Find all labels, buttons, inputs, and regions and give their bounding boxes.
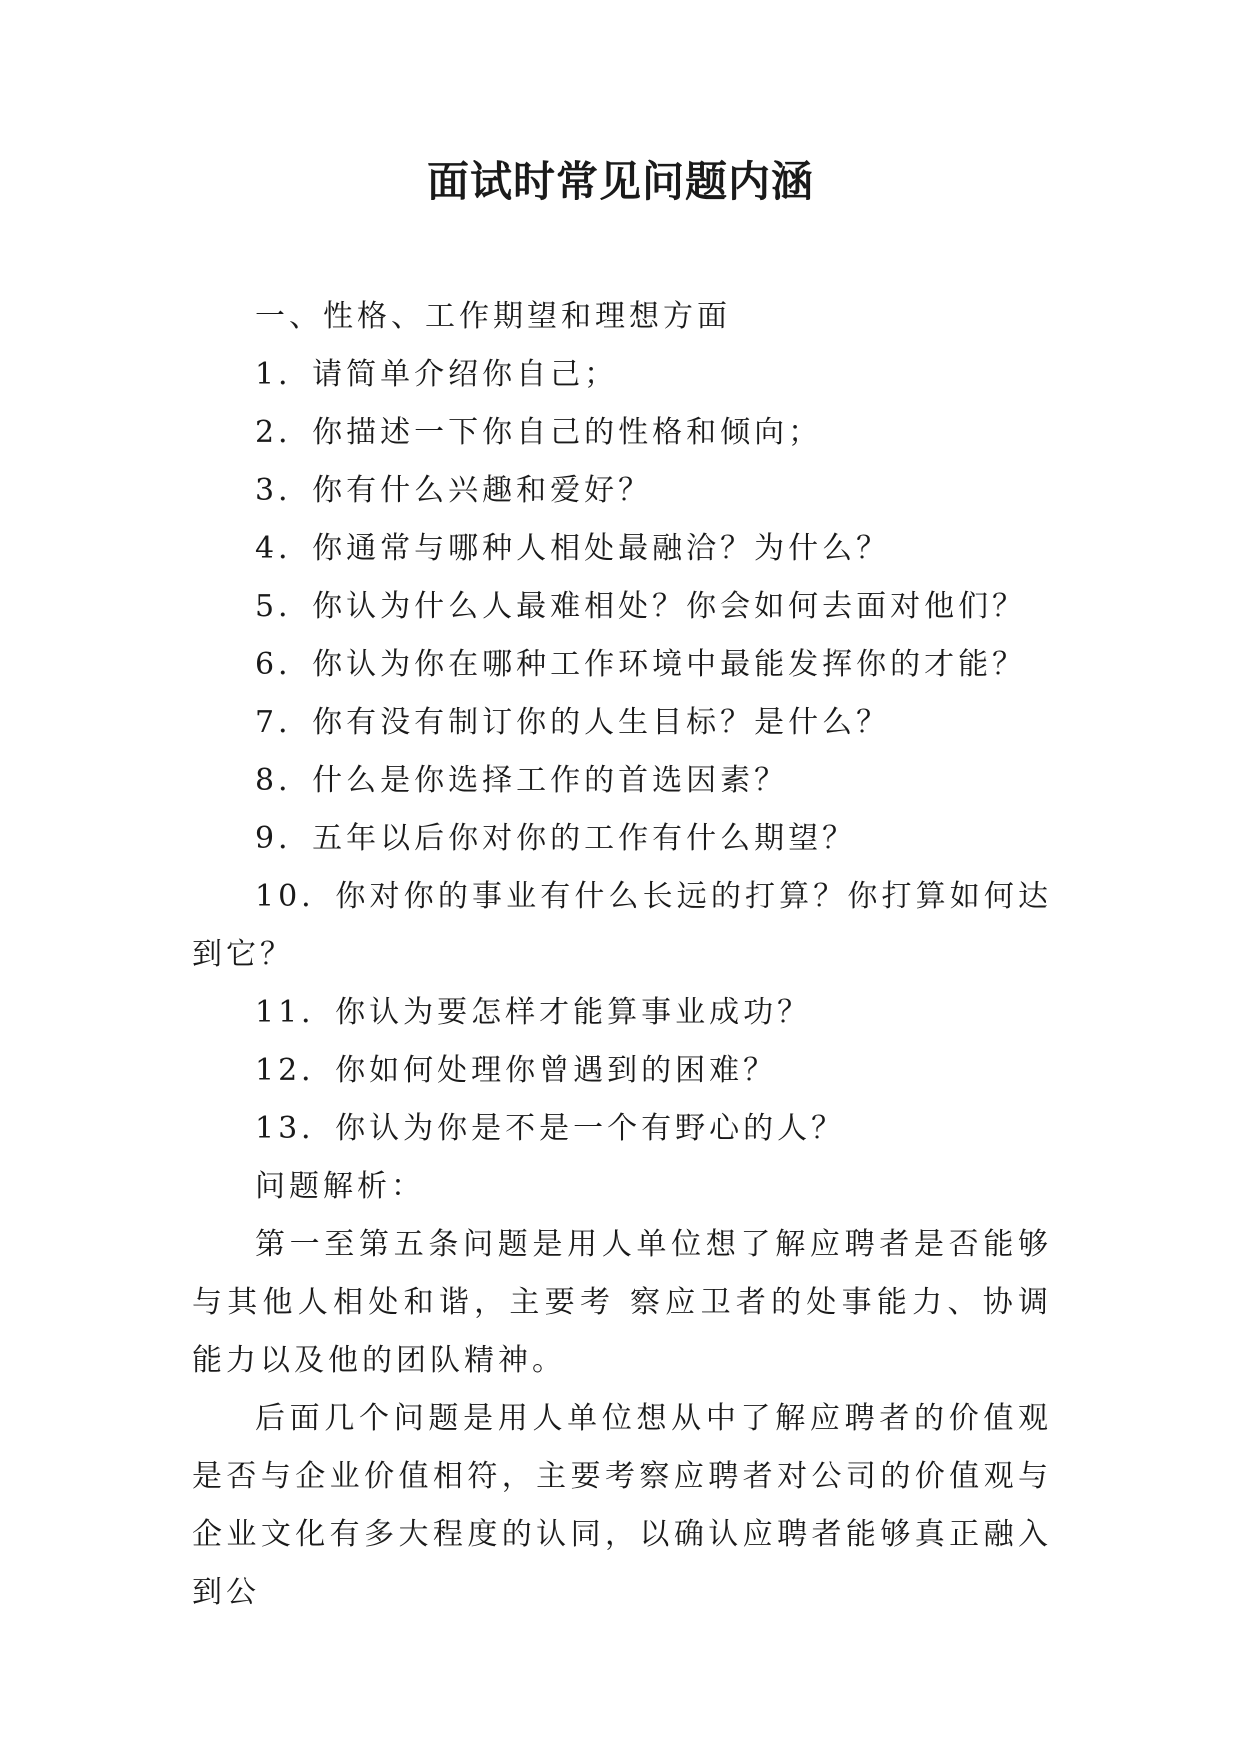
question-item: 13．你认为你是不是一个有野心的人？	[255, 1111, 846, 1146]
question-item: 7．你有没有制订你的人生目标？是什么？	[255, 705, 891, 740]
document-title: 面试时常见问题内涵	[426, 157, 814, 206]
question-item: 6．你认为你在哪种工作环境中最能发挥你的才能？	[255, 647, 1027, 682]
document-body	[192, 288, 1052, 1622]
question-item: 5．你认为什么人最难相处？你会如何去面对他们？	[255, 589, 1027, 624]
question-item: 1．请简单介绍你自己；	[255, 357, 619, 392]
section-heading: 一、性格、工作期望和理想方面	[255, 299, 731, 334]
question-item: 3．你有什么兴趣和爱好？	[255, 473, 653, 508]
question-item: 2．你描述一下你自己的性格和倾向；	[255, 415, 823, 450]
question-item: 11．你认为要怎样才能算事业成功？	[255, 995, 812, 1030]
question-item: 10．你对你的事业有什么长远的打算？你打算如何达到它？	[192, 879, 1052, 972]
question-item: 4．你通常与哪种人相处最融洽？为什么？	[255, 531, 891, 566]
analysis-heading: 问题解析：	[255, 1169, 425, 1204]
analysis-paragraph: 后面几个问题是用人单位想从中了解应聘者的价值观是否与企业价值相符，主要考察应聘者对公司的价值观与企业文化有多大程度的认同，以确认应聘者能够真正融入到公	[192, 1401, 1052, 1610]
analysis-paragraph: 第一至第五条问题是用人单位想了解应聘者是否能够与其他人相处和谐，主要考 察应卫者的处事能力、协调能力以及他的团队精神。	[192, 1227, 1052, 1378]
question-item: 12．你如何处理你曾遇到的困难？	[255, 1053, 778, 1088]
question-item: 9．五年以后你对你的工作有什么期望？	[255, 821, 857, 856]
question-item: 8．什么是你选择工作的首选因素？	[255, 763, 789, 798]
